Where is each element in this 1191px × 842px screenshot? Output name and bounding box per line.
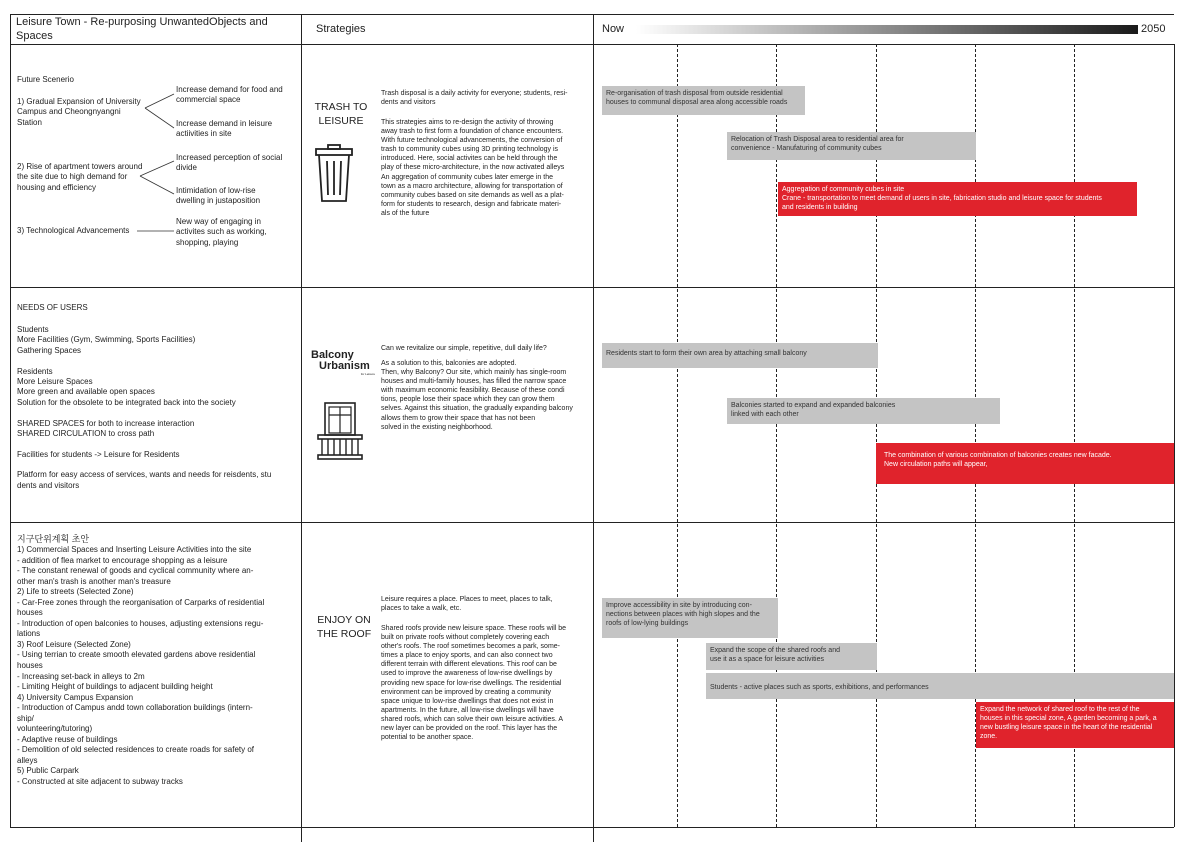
row2-bottom-line	[10, 522, 1174, 523]
timeline-divider	[776, 44, 777, 827]
balcony-urbanism-logo	[311, 350, 381, 376]
timeline-bar-trash-1: Re-organisation of trash disposal from outside residential houses to communal disposal area along accessible roads	[602, 86, 805, 115]
scenario-factor-1: 1) Gradual Expansion of University Campus and Cheongnyangni Station	[17, 97, 141, 127]
timeline-bar-trash-3: Aggregation of community cubes in site Crane - transportation to meet demand of users in site, fabrication studio and leisure space for students and residents in building	[778, 182, 1137, 216]
balcony-description: As a solution to this, balconies are adopted. Then, why Balcony? Our site, which mainly has single-room houses and multi-family houses, has filled the narrow space with maximum economic feasibility. Because of these condi tions, people lose their space which they can grow them selves. Against this situation, the gradually expanding balcony allows them to grow their space that has not been solved in the existing neighborhood.	[381, 360, 573, 431]
needs-body: Students More Facilities (Gym, Swimming, Sports Facilities) Gathering Spaces Residents More Leisure Spaces More green and available open spaces Solution for the obsolete to be integrated back into the society SHARED SPACES for both to increase interaction SHARED CIRCULATION to cross path Facilities for students -> Leisure for Residents Platform for easy access of services, wants and needs for reisdents, stu dents and visitors	[17, 325, 272, 490]
col2-divider	[593, 14, 594, 842]
timeline-bar-roof-2: Expand the scope of the shared roofs and use it as a space for leisure activities	[706, 643, 877, 670]
timeline-bar-roof-1: Improve accessibility in site by introducing con- nections between places with high slopes and the roofs of low-lying buildings	[602, 598, 778, 638]
timeline-bar-trash-2: Relocation of Trash Disposal area to residential area for convenience - Manufaturing of community cubes	[727, 132, 976, 160]
timeline-divider	[677, 44, 678, 827]
row1-bottom-line	[10, 287, 1174, 288]
timeline-bar-roof-3: Students - active places such as sports, exhibitions, and performances	[706, 673, 1174, 699]
balcony-question: Can we revitalize our simple, repetitive, dull daily life?	[381, 345, 547, 352]
scenario-outcome-1b: Increase demand in leisure actiivities in site	[176, 119, 273, 139]
strategy-title-roof: ENJOY ON THE ROOF	[316, 614, 372, 641]
timeline-end-label: 2050	[1141, 23, 1166, 35]
balcony-window-icon	[316, 401, 366, 461]
timeline-bar-balcony-1: Residents start to form their own area by attaching small balcony	[602, 343, 878, 368]
scenario-outcome-1a: Increase demand for food and commercial space	[176, 85, 283, 105]
scenario-outcome-3: New way of engaging in activites such as working, shopping, playing	[176, 217, 267, 247]
scenario-outcome-2b: Intimidation of low-rise dwelling in justaposition	[176, 186, 261, 206]
district-plan-title: 지구단위계획 초안	[17, 534, 90, 544]
col1-divider	[301, 14, 302, 842]
scenario-factor-2: 2) Rise of apartment towers around the site due to high demand for housing and efficiency	[17, 162, 143, 192]
timeline-gradient-bar	[636, 25, 1138, 34]
district-plan-body: 1) Commercial Spaces and Inserting Leisure Activities into the site - addition of flea market to encourage shopping as a leisure - The constant renewal of goods and cyclical community where an- other man's trash is another man's treasure 2) Life to streets (Selected Zone) - Car-Free zones through the reorganisation of Carparks of residential houses - Introduction of open balconies to houses, adjusting extensions regu- lations 3) Roof Leisure (Selected Zone) - Using terrian to create smooth elevated gardens above residential houses - Increasing set-back in alleys to 2m - Limiting Height of buildings to adjacent building height 4) University Campus Expansion - Introduction of Campus andd town collaboration buildings (intern- ship/ volunteering/tutoring) - Adaptive reuse of buildings - Demolition of old selected residences to create roads for safety of alleys 5) Public Carpark - Constructed at site adjacent to subway tracks	[17, 545, 265, 787]
scenario-title: Future Scenerio	[17, 75, 74, 84]
logo-line-2: Urbanism	[319, 360, 370, 372]
scenario-factor-3: 3) Technological Advancements	[17, 226, 130, 235]
row3-bottom-line	[10, 827, 1174, 828]
page-title: Leisure Town - Re-purposing UnwantedObjects and Spaces	[16, 16, 268, 42]
roof-description-body: Shared roofs provide new leisure space. These roofs will be built on private roofs without completely covering each other's roofs. The roof sometimes becomes a park, some- times a place to enjoy sports, and can also connect two different terrain with different elevations. This roof can be used to improve the awareness of low-rise dwellings by providing new space for low-rise dwellings. The residential environment can be improved by creating a community space unique to low-rise dwellings that does not exist in apartments. In the future, all low-rise dwellings will have shared roofs, which can solve their own leisure activities. A new layer can be provided on the roof. This layer has the potential to be another space.	[381, 625, 567, 742]
scenario-connectors	[0, 0, 301, 287]
timeline-bar-balcony-3: The combination of various combination of balconies creates new facade. New circulation paths will appear,	[876, 443, 1174, 484]
logo-line-1: Balcony	[311, 349, 354, 361]
logo-small: for Leisure	[360, 372, 375, 376]
timeline-now-label: Now	[602, 23, 625, 35]
scenario-outcome-2a: Increased perception of social divide	[176, 153, 283, 173]
timeline-bar-balcony-2: Balconies started to expand and expanded balconies linked with each other	[727, 398, 1000, 424]
timeline-divider	[876, 44, 877, 827]
roof-description-intro: Leisure requires a place. Places to meet, places to talk, places to take a walk, etc.	[381, 596, 553, 613]
needs-title: NEEDS OF USERS	[17, 303, 88, 312]
trash-bin-icon	[313, 143, 355, 205]
timeline-bar-roof-4: Expand the network of shared roof to the rest of the houses in this special zone, A garden becoming a park, a new bustling leisure space in the heart of the residential zone.	[976, 702, 1174, 748]
strategy-title-trash: TRASH TO LEISURE	[314, 101, 368, 128]
right-border	[1174, 44, 1175, 827]
trash-description-intro: Trash disposal is a daily activity for everyone; students, resi- dents and visitors	[381, 90, 568, 107]
strategies-header: Strategies	[316, 23, 366, 35]
trash-description-body: This strategies aims to re-design the activity of throwing away trash to first form a foundation of chance encounters. With future technological advancements, the conversion of trash to community cubes using 3D printing technology is introduced. Here, social activites can be held through the play of these micro-architecture, in the now activated alleys An aggregation of community cubes later emerge in the town as a macro architecture, allowing for transportation of community cubes based on site demands as well as a plat- form for students to research, design and fabricate materi- als of the future	[381, 119, 565, 217]
